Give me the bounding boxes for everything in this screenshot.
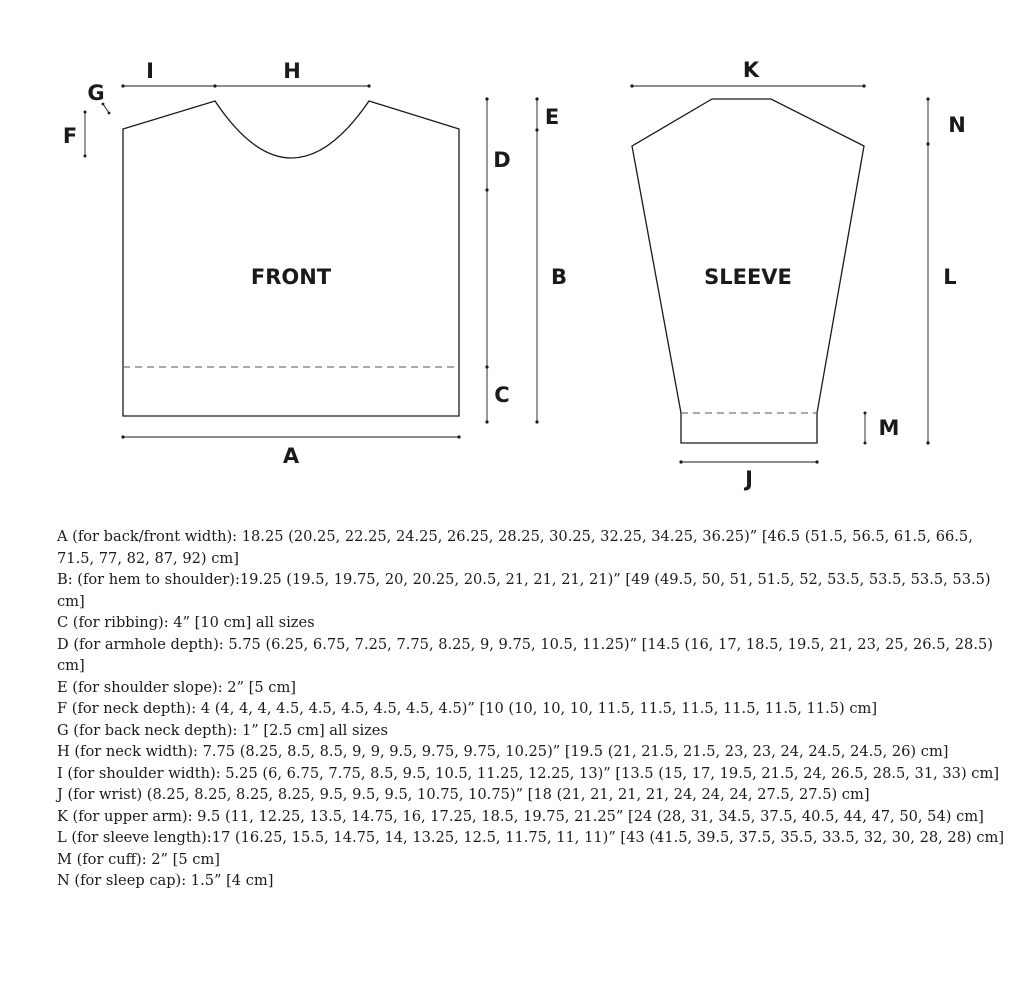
spec-e: E (for shoulder slope): 2” [5 cm] bbox=[57, 678, 297, 696]
label-j: J bbox=[745, 467, 753, 491]
measurement-list bbox=[57, 526, 1007, 892]
spec-a: A (for back/front width): 18.25 (20.25, 22.25, 24.25, 26.25, 28.25, 30.25, 32.25, 34.25, 36.25)” [46.5 (51.5, 56.5, 61.5, 66.5, 71.5, 77, 82, 87, 92) cm] bbox=[57, 528, 973, 567]
spec-f: F (for neck depth): 4 (4, 4, 4, 4.5, 4.5, 4.5, 4.5, 4.5, 4.5)” [10 (10, 10, 10, 11.5, 11.5, 11.5, 11.5, 11.5, 11.5) cm] bbox=[57, 700, 878, 717]
label-i: I bbox=[146, 59, 154, 83]
label-e: E bbox=[544, 105, 560, 129]
dimension-m bbox=[864, 412, 900, 445]
label-l: L bbox=[943, 265, 957, 289]
spec-j: J (for wrist) (8.25, 8.25, 8.25, 8.25, 9.5, 9.5, 9.5, 10.75, 10.75)” [18 (21, 21, 21, 21, 24, 24, 24, 27.5, 27.5) cm] bbox=[57, 786, 870, 803]
sleeve-title: SLEEVE bbox=[704, 265, 792, 289]
label-m: M bbox=[878, 416, 900, 440]
spec-m: M (for cuff): 2” [5 cm] bbox=[57, 850, 220, 868]
dimension-a bbox=[121, 435, 460, 468]
label-k: K bbox=[742, 58, 760, 82]
sleeve-piece bbox=[632, 99, 864, 443]
dimension-i bbox=[121, 59, 216, 88]
dimension-h bbox=[215, 59, 371, 88]
label-h: H bbox=[283, 59, 301, 83]
dimension-j bbox=[679, 460, 818, 491]
spec-d: D (for armhole depth): 5.75 (6.25, 6.75, 7.25, 7.75, 8.25, 9, 9.75, 10.5, 11.25)” [14.5 (16, 17, 18.5, 19.5, 21, 23, 25, 26.5, 28.5) cm] bbox=[57, 635, 993, 674]
spec-i: I (for shoulder width): 5.25 (6, 6.75, 7.75, 8.5, 9.5, 10.5, 11.25, 12.25, 13)” [13.5 (15, 17, 19.5, 21.5, 24, 26.5, 28.5, 31, 33) cm] bbox=[57, 764, 1000, 782]
front-outline bbox=[123, 101, 459, 416]
label-a: A bbox=[282, 444, 300, 468]
label-d: D bbox=[493, 148, 511, 172]
spec-n: N (for sleep cap): 1.5” [4 cm] bbox=[57, 872, 274, 889]
spec-g: G (for back neck depth): 1” [2.5 cm] all sizes bbox=[57, 721, 388, 739]
label-g: G bbox=[87, 81, 105, 105]
spec-c: C (for ribbing): 4” [10 cm] all sizes bbox=[57, 614, 315, 631]
dimension-e-b bbox=[535, 97, 567, 423]
label-f: F bbox=[62, 124, 78, 148]
dimension-d-c bbox=[485, 97, 510, 423]
label-n: N bbox=[948, 113, 966, 137]
dimension-g bbox=[87, 81, 110, 114]
front-piece bbox=[123, 101, 459, 416]
dimension-k bbox=[630, 58, 865, 88]
dimension-n-l bbox=[926, 97, 965, 444]
spec-h: H (for neck width): 7.75 (8.25, 8.5, 8.5, 9, 9, 9.5, 9.75, 9.75, 10.25)” [19.5 (21, 21.5, 21.5, 23, 23, 24, 24.5, 24.5, 26) cm] bbox=[57, 743, 949, 760]
front-title: FRONT bbox=[250, 265, 332, 289]
spec-b: B: (for hem to shoulder):19.25 (19.5, 19.75, 20, 20.25, 20.5, 21, 21, 21, 21)” [49 (49.5, 50, 51, 51.5, 52, 53.5, 53.5, 53.5, 53.5) cm] bbox=[57, 571, 991, 610]
label-b: B bbox=[550, 265, 568, 289]
dimension-f bbox=[63, 111, 87, 158]
spec-l: L (for sleeve length):17 (16.25, 15.5, 14.75, 14, 13.25, 12.5, 11.75, 11, 11)” [43 (41.5, 39.5, 37.5, 35.5, 33.5, 32, 30, 28, 28) cm] bbox=[57, 829, 1005, 846]
label-c: C bbox=[494, 383, 510, 407]
spec-k: K (for upper arm): 9.5 (11, 12.25, 13.5, 14.75, 16, 17.25, 18.5, 19.75, 21.25” [24 (28, 31, 34.5, 37.5, 40.5, 44, 47, 50, 54) cm] bbox=[57, 807, 984, 825]
